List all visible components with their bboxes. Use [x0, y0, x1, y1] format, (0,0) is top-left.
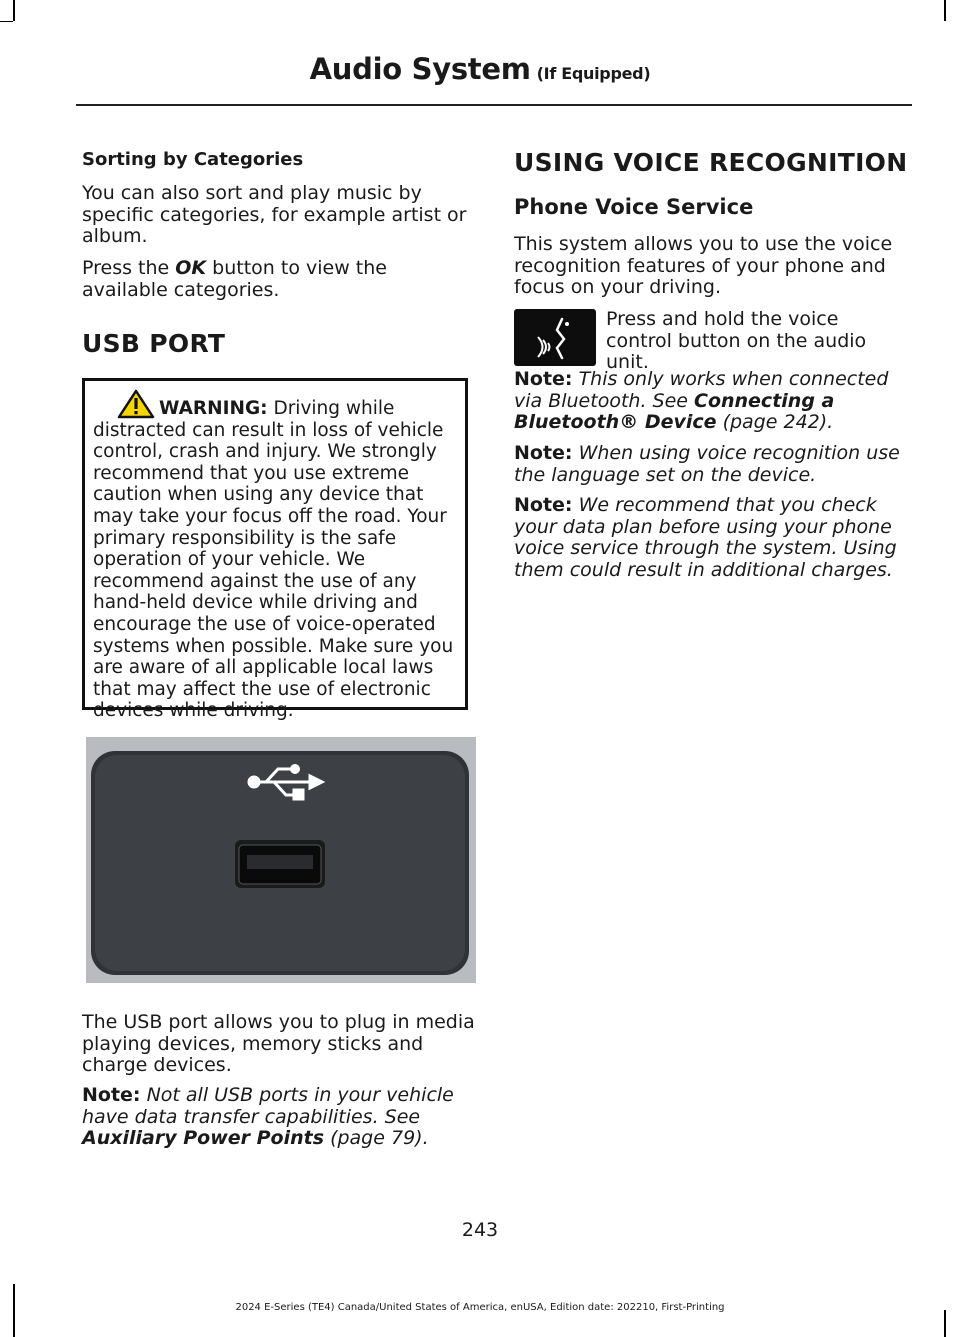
note-text: We recommend that you check your data plan before using your phone voice service through the system. Using them could result in additional charges. [514, 494, 897, 581]
note-bluetooth [514, 369, 908, 434]
section-heading-voice: USING VOICE RECOGNITION [514, 148, 908, 177]
note-text: When using voice recognition use the language set on the device. [514, 442, 900, 486]
text: Press the [82, 257, 176, 279]
usb-port-illustration [86, 737, 476, 983]
note-text: Not all USB ports in your vehicle have data transfer capabilities. See [82, 1084, 454, 1128]
warning-text: Driving while distracted can result in loss of vehicle control, crash and injury. We strongly recommend that you use extreme caution when using any device that may take your focus off the road. Your primary responsibility is the safe operation of your vehicle. We recommend against the use of any hand-held device while driving and encourage the use of voice-operated systems when possible. Make sure you are aware of all applicable local laws that may affect the use of electronic devices while driving. [93, 398, 454, 722]
paragraph-voice-button: Press and hold the voice control button on the audio unit. [606, 308, 867, 373]
header-divider [76, 104, 912, 106]
section-heading-sorting: Sorting by Categories [82, 149, 304, 170]
page-number: 243 [461, 1219, 499, 1241]
note-language [514, 443, 908, 486]
header-subtitle: (If Equipped) [536, 64, 651, 83]
note-label: Note: [514, 442, 573, 464]
usb-port-photo [86, 737, 476, 983]
paragraph-voice-intro: This system allows you to use the voice recognition features of your phone and focus on your driving. [514, 233, 893, 298]
note-label: Note: [82, 1084, 141, 1106]
text: button to view the available categories. [82, 257, 387, 301]
note-usb [82, 1085, 476, 1150]
note-page-ref: (page 79). [324, 1127, 429, 1149]
note-text: This only works when connected via Bluetooth. See [514, 368, 889, 412]
page-header [0, 52, 960, 86]
warning-paragraph [93, 389, 459, 722]
paragraph-ok-button [82, 258, 474, 301]
note-page-ref: (page 242). [716, 411, 834, 433]
ok-label: OK [175, 257, 207, 279]
note-label: Note: [514, 368, 573, 390]
note-data-plan [514, 495, 908, 581]
section-heading-usb: USB PORT [82, 329, 226, 358]
crop-mark [944, 0, 946, 21]
crop-mark [0, 21, 13, 22]
warning-label: WARNING: [159, 398, 268, 419]
subheading-phone-voice: Phone Voice Service [514, 195, 754, 219]
note-label: Note: [514, 494, 573, 516]
footer-edition: 2024 E-Series (TE4) Canada/United States of America, enUSA, Edition date: 202210, First-Printing [235, 1302, 725, 1313]
crop-mark [13, 0, 15, 21]
crop-mark [944, 1310, 946, 1337]
header-title: Audio System [309, 52, 531, 86]
link-connecting-bluetooth[interactable]: Connecting a Bluetooth® Device [514, 389, 835, 433]
link-auxiliary-power-points[interactable]: Auxiliary Power Points [82, 1127, 325, 1149]
warning-triangle-icon [117, 389, 155, 419]
voice-control-icon [514, 309, 596, 366]
warning-box [82, 378, 468, 722]
paragraph-usb-description: The USB port allows you to plug in media playing devices, memory sticks and charge devices. [82, 1011, 475, 1076]
paragraph-sorting: You can also sort and play music by specific categories, for example artist or album. [82, 182, 467, 247]
